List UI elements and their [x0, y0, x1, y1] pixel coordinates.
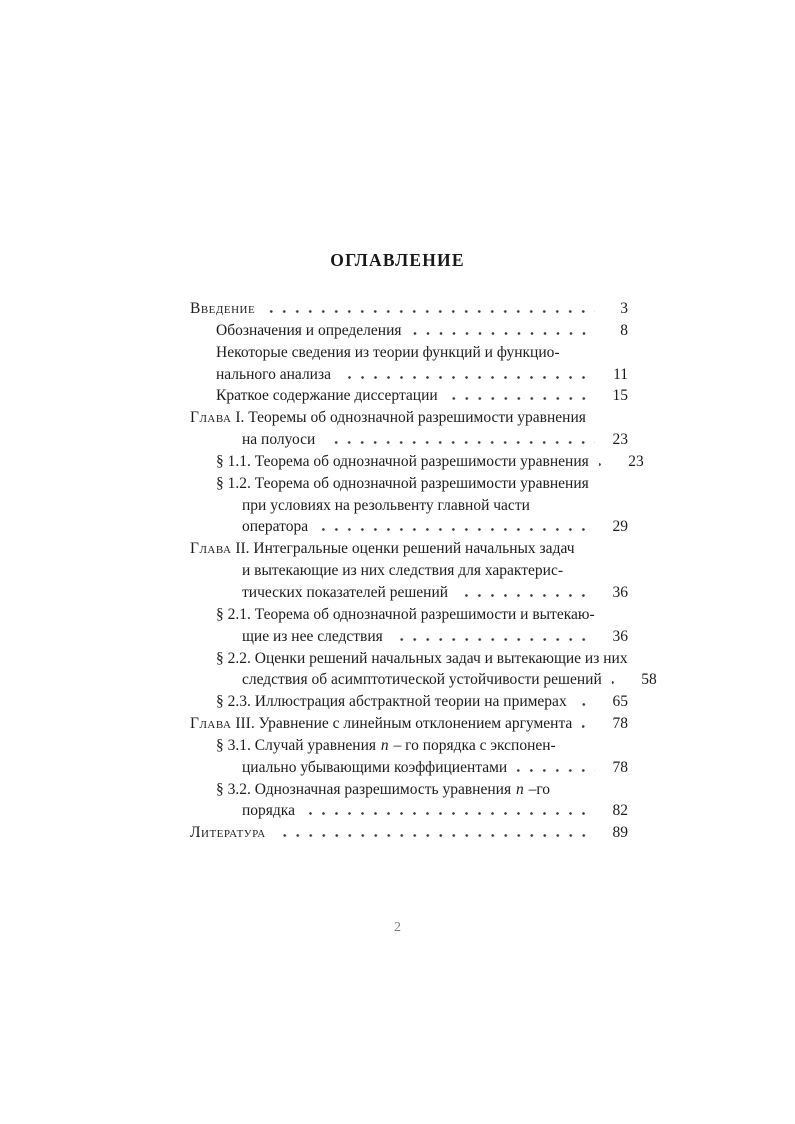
toc-row: [190, 451, 644, 473]
dot-leader: [599, 463, 611, 466]
dot-leader: [448, 397, 595, 400]
dot-leader: [517, 769, 595, 772]
toc-row: [190, 342, 628, 364]
dot-leader: [265, 310, 595, 313]
toc-row: [190, 538, 628, 560]
dot-leader: [318, 528, 595, 531]
toc-page-number: 23: [612, 431, 628, 449]
toc-entry-text: щие из нее следствия: [242, 627, 383, 645]
toc-entry-smallcaps: Глава: [190, 409, 232, 427]
dot-leader: [341, 376, 595, 379]
toc-row: [190, 320, 628, 342]
toc-entry-text: § 2.2. Оценки решений начальных задач и вытекающие из них: [216, 649, 628, 667]
toc-entry-smallcaps: Глава: [190, 715, 232, 733]
toc-row: [190, 822, 628, 844]
toc-row: [190, 713, 628, 735]
toc-entry-text: § 1.2. Теорема об однозначной разрешимости уравнения: [216, 474, 589, 492]
toc-row: [190, 473, 628, 495]
toc-row: [190, 582, 628, 604]
toc-entry-text: на полуоси: [242, 431, 316, 449]
toc-entry-text: и вытекающие из них следствия для характерис-: [242, 562, 563, 580]
dot-leader: [305, 812, 595, 815]
toc-row: [190, 604, 628, 626]
toc-page-number: 89: [612, 824, 628, 842]
toc-entry-text: циально убывающими коэффициентами: [242, 758, 508, 776]
toc-row: [190, 495, 628, 517]
toc-entry-text: нального анализа: [216, 365, 331, 383]
toc-entry-text: при условиях на резольвенту главной части: [242, 496, 530, 514]
toc-entry-text: § 3.1. Случай уравнения n – го порядка с экспонен-: [216, 736, 556, 754]
toc-page-number: 78: [612, 758, 628, 776]
dot-leader: [412, 332, 595, 335]
toc-row: [190, 516, 628, 538]
toc-page-number: 58: [641, 671, 657, 689]
toc-entry-text: Краткое содержание диссертации: [216, 387, 438, 405]
toc-entry-smallcaps: Введение: [190, 300, 256, 317]
toc-entry-text: порядка: [242, 802, 295, 820]
toc-entry-smallcaps: Литература: [190, 824, 266, 842]
toc-row: [190, 364, 628, 386]
toc-entry-text: § 3.2. Однозначная разрешимость уравнения n –го: [216, 780, 551, 798]
toc-row: [190, 648, 628, 670]
toc-page-number: 15: [612, 387, 628, 405]
toc-entry-text: оператора: [242, 518, 309, 536]
toc-row: [190, 800, 628, 822]
toc-entry-smallcaps: Глава: [190, 540, 232, 558]
toc-page-number: 11: [613, 365, 628, 383]
page-title: ОГЛАВЛЕНИЕ: [330, 250, 465, 270]
dot-leader: [325, 441, 595, 444]
toc-row: [190, 298, 628, 320]
page-number: 2: [394, 920, 401, 935]
toc-entry-text: следствия об асимптотической устойчивости решений: [242, 671, 602, 689]
toc-entry-text: § 2.1. Теорема об однозначной разрешимости и вытекаю-: [216, 605, 595, 623]
toc-entry-text: § 2.3. Иллюстрация абстрактной теории на примерах: [216, 693, 567, 711]
toc-row: [190, 385, 628, 407]
toc-list: [190, 298, 657, 844]
toc-row: [190, 669, 657, 691]
toc-row: [190, 560, 628, 582]
toc-page-number: 8: [620, 321, 628, 339]
toc-entry-text: [190, 822, 266, 844]
toc-entry-text: [190, 298, 255, 320]
toc-entry-text: Обозначения и определения: [216, 321, 402, 339]
toc-row: [190, 626, 628, 648]
toc-page-number: 29: [612, 518, 628, 536]
dot-leader: [577, 703, 595, 706]
dot-leader: [393, 638, 595, 641]
toc-page-number: 36: [612, 583, 628, 601]
toc-page-number: 82: [612, 802, 628, 820]
toc-entry-text: Глава II. Интегральные оценки решений начальных задач: [190, 540, 575, 558]
toc-entry-text: § 1.1. Теорема об однозначной разрешимости уравнения: [216, 452, 589, 470]
toc-entry-text: Глава I. Теоремы об однозначной разрешимости уравнения: [190, 409, 586, 427]
toc-row: [190, 757, 628, 779]
toc-entry-text: Некоторые сведения из теории функций и функцио-: [216, 343, 560, 361]
dot-leader: [612, 681, 624, 684]
toc-row: [190, 429, 628, 451]
toc-page-number: 65: [612, 693, 628, 711]
toc-page-number: 3: [620, 300, 628, 317]
toc-page-number: 36: [612, 627, 628, 645]
toc-row: [190, 691, 628, 713]
toc-entry-text: тических показателей решений: [242, 583, 449, 601]
toc-row: [190, 735, 628, 757]
dot-leader: [458, 594, 595, 597]
toc-page-number: 23: [628, 452, 644, 470]
toc-row: [190, 779, 628, 801]
toc-entry-text: Глава III. Уравнение с линейным отклонением аргумента: [190, 715, 573, 733]
toc-page-number: 78: [612, 715, 628, 733]
dot-leader: [276, 834, 595, 837]
dot-leader: [582, 725, 595, 728]
toc-row: [190, 407, 628, 429]
